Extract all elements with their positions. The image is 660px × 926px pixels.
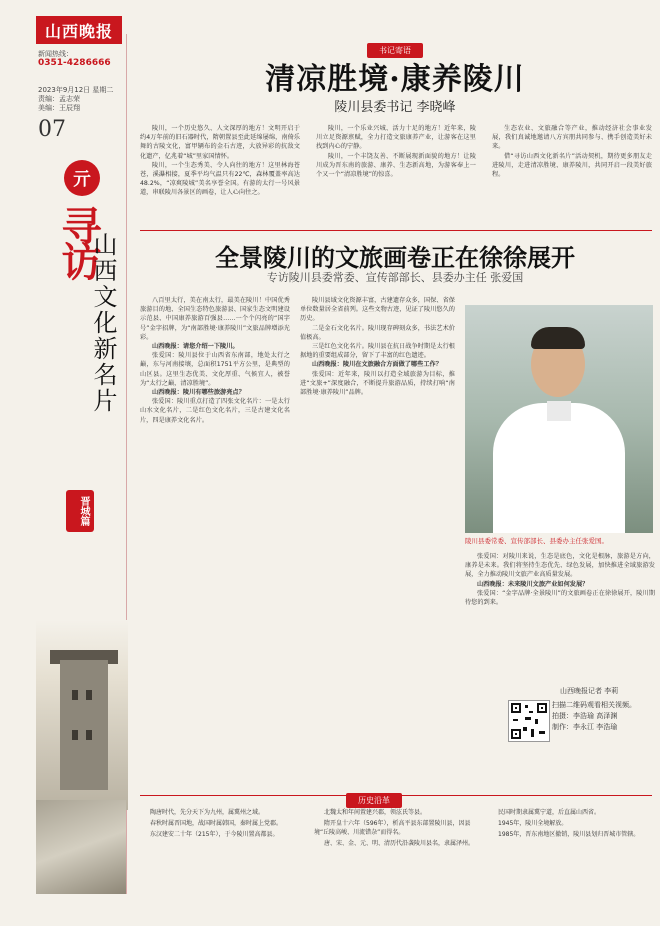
paragraph: 1985年，晋东南地区撤销，陵川县划归晋城市管辖。 <box>498 831 640 838</box>
newspaper-masthead: 山西晚报 <box>36 16 122 44</box>
paragraph: 二是金石文化名片。陵川现存碑刻众多，书法艺术价值极高。 <box>300 324 455 341</box>
paragraph: 陵川，一个丰饶友善、不断展现新面貌的地方！让陵川成为晋东南的旅游、康养、生态新高地，为游客奉上一个又一个“清凉胜境”的惊喜。 <box>316 152 476 179</box>
paragraph: 东汉建安二十年（215年），于今陵川置高都县。 <box>150 831 279 838</box>
article1-byline: 陵川县委书记 李晓峰 <box>334 100 456 115</box>
paragraph: 1945年，陵川全境解放。 <box>498 820 568 827</box>
question: 山西晚报：未来陵川文旅产业如何发展？ <box>477 580 589 588</box>
hotline-number: 0351-4286666 <box>38 58 111 68</box>
paragraph: 陵川县域文化资源丰富，古建遗存众多，国保、省保单位数量居全省前列。这些文物古迹，见证了陵川悠久的历史。 <box>300 297 455 323</box>
article1-column-1 <box>140 124 300 224</box>
question: 山西晚报：请您介绍一下陵川。 <box>152 343 239 351</box>
history-column-1 <box>140 808 300 918</box>
article2-byline: 专访陵川县委常委、宣传部部长、县委办主任 张爱国 <box>266 271 524 284</box>
paragraph: 唐、宋、金、元、明、清历代沿袭陵川县名，隶属泽州。 <box>324 840 474 847</box>
paragraph: 陵川，一个乐业兴城、活力十足的地方！近年来，陵川立足资源禀赋，全力打造文旅康养产业，让游客在这里找到内心的宁静。 <box>316 125 476 151</box>
section-title-xunfang: 寻访 <box>55 205 102 277</box>
hotline-label: 新闻热线： <box>38 50 73 58</box>
qr-code[interactable] <box>508 700 550 742</box>
paragraph: 陵川，一个生态秀美、令人向往的地方！这里林海苍苍，溪瀑相接，夏季平均气温只有22℃，森林覆盖率高达48.2%，“凉爽陵城”美名享誉全国。有游的太行一号风景道，串联陵川各景区的画卷，让人心向往之。 <box>140 161 300 197</box>
qr-info <box>552 700 652 733</box>
paragraph: 张爱国：陵川重点打造了四张文化名片：一是太行山水文化名片，二是红色文化名片，三是古建文化名片，四是康养文化名片。 <box>140 398 290 424</box>
question: 山西晚报：陵川有哪些旅游亮点？ <box>152 389 245 397</box>
qr-title: 扫描二维码观看相关视频。 <box>552 701 636 709</box>
paragraph: 借“寻访山西文化新名片”活动契机，期待更多朋友走进陵川，走进清凉胜境、康养陵川，共同开启一段美好旅程。 <box>492 152 652 179</box>
issue-date: 2023年9月12日 星期二 <box>38 86 114 94</box>
paragraph: 张爱国：对陵川来说，生态是底色，文化是根脉，旅游是方向，康养是未来。我们将坚持生态优先、绿色发展，加快推进全域旅游发展，全力推动陵川文旅产业高质量发展。 <box>465 553 655 579</box>
history-tag-wrapper <box>346 788 402 807</box>
question: 山西晚报：陵川在文旅融合方面做了哪些工作？ <box>312 361 442 369</box>
column-name: 山西文化新名片 <box>89 232 117 414</box>
article2-column-3 <box>465 552 655 682</box>
paragraph: 三是红色文化名片。陵川县在抗日战争时期是太行根据地的重要组成部分，留下了丰富的红色遗迹。 <box>300 343 455 360</box>
paragraph: 张爱国：近年来，陵川以打造全域旅游为目标，推进“文旅+”深度融合，不断提升旅游品质，持续打响“南部胜境·康养陵川”品牌。 <box>300 370 455 397</box>
article1-column-3 <box>492 124 652 224</box>
emblem-icon: 亓 <box>64 160 100 196</box>
tower-illustration <box>36 620 128 810</box>
article1-column-2 <box>316 124 476 224</box>
paragraph: 生态农业、文旅融合等产业，推动经济社会事业发展，我们真诚地邀请八方宾朋共同参与、携手创造美好未来。 <box>492 125 652 151</box>
paragraph: 春秋时属晋国地，战国时属韩国，秦时属上党郡。 <box>150 820 283 827</box>
interviewee-photo <box>465 305 653 533</box>
qr-produce-credit: 制作：李永江 李浩瑜 <box>552 723 618 731</box>
article1-title: 清凉胜境·康养陵川 <box>265 62 525 97</box>
reporter-credit: 山西晚报记者 李莉 <box>560 687 619 695</box>
paragraph: 张爱国：“金字品牌·全景陵川”的文旅画卷正在徐徐展开，陵川期待您的到来。 <box>465 589 655 607</box>
paragraph: 隋开皇十六年（596年），析高平县东部置陵川县，因县境“丘陵高峻、川流错杂”而得名。 <box>314 820 471 836</box>
page-number: 07 <box>38 117 66 142</box>
editor: 责编：孟志荣 <box>38 95 80 103</box>
article2-column-2 <box>300 296 455 772</box>
designer: 美编：王辰翔 <box>38 104 80 112</box>
article2-title: 全景陵川的文旅画卷正在徐徐展开 <box>215 244 575 272</box>
paragraph: 陶唐时代，先分天下为九州，属冀州之域。 <box>150 809 265 816</box>
paragraph: 张爱国：陵川县位于山西省东南部，地处太行之巅，东与河南接壤，总面积1751平方公里，是典型的山区县。这里生态优美、文化厚重、气候宜人，被誉为“太行之巅，清凉胜境”。 <box>140 352 290 387</box>
section-rule <box>140 230 652 231</box>
paragraph: 八百里太行，美在南太行，最美在陵川！中国优秀旅游目的地、全国生态特色旅游县、国家生态文明建设示范县、中国康养旅游百强县……一个个闪亮的“国字号”金字招牌，为“南部胜境·康养陵川”文旅品牌增添光彩。 <box>140 297 290 341</box>
series-badge: 晋城篇 <box>66 490 94 532</box>
paragraph: 民国时期隶属冀宁道，后直属山西省。 <box>498 809 601 816</box>
article2-column-1 <box>140 296 290 772</box>
ancient-building-photo <box>36 800 126 894</box>
qr-shoot-credit: 拍摄：李浩瑜 高泽渊 <box>552 712 618 720</box>
history-column-2 <box>314 808 474 918</box>
paragraph: 陵川，一个历史悠久、人文深厚的地方！文明开启于约4万年前的旧石器时代，隋朝置县至此延绵屡绵，南倚乐舞的古陵文化，富甲辆布的金石古迹，大放异彩的抗敌文化遗产，亿兆着“城”里家国情怀。 <box>140 125 300 160</box>
history-column-3 <box>488 808 652 918</box>
paragraph: 北魏太和年间置建兴郡，领泫氏等县。 <box>324 809 427 816</box>
photo-caption: 陵川县委常委、宣传部部长、县委办主任张爱国。 <box>465 537 608 545</box>
section-tag-secretary: 书记寄语 <box>367 43 423 58</box>
section-tag-history: 历史沿革 <box>346 793 402 808</box>
